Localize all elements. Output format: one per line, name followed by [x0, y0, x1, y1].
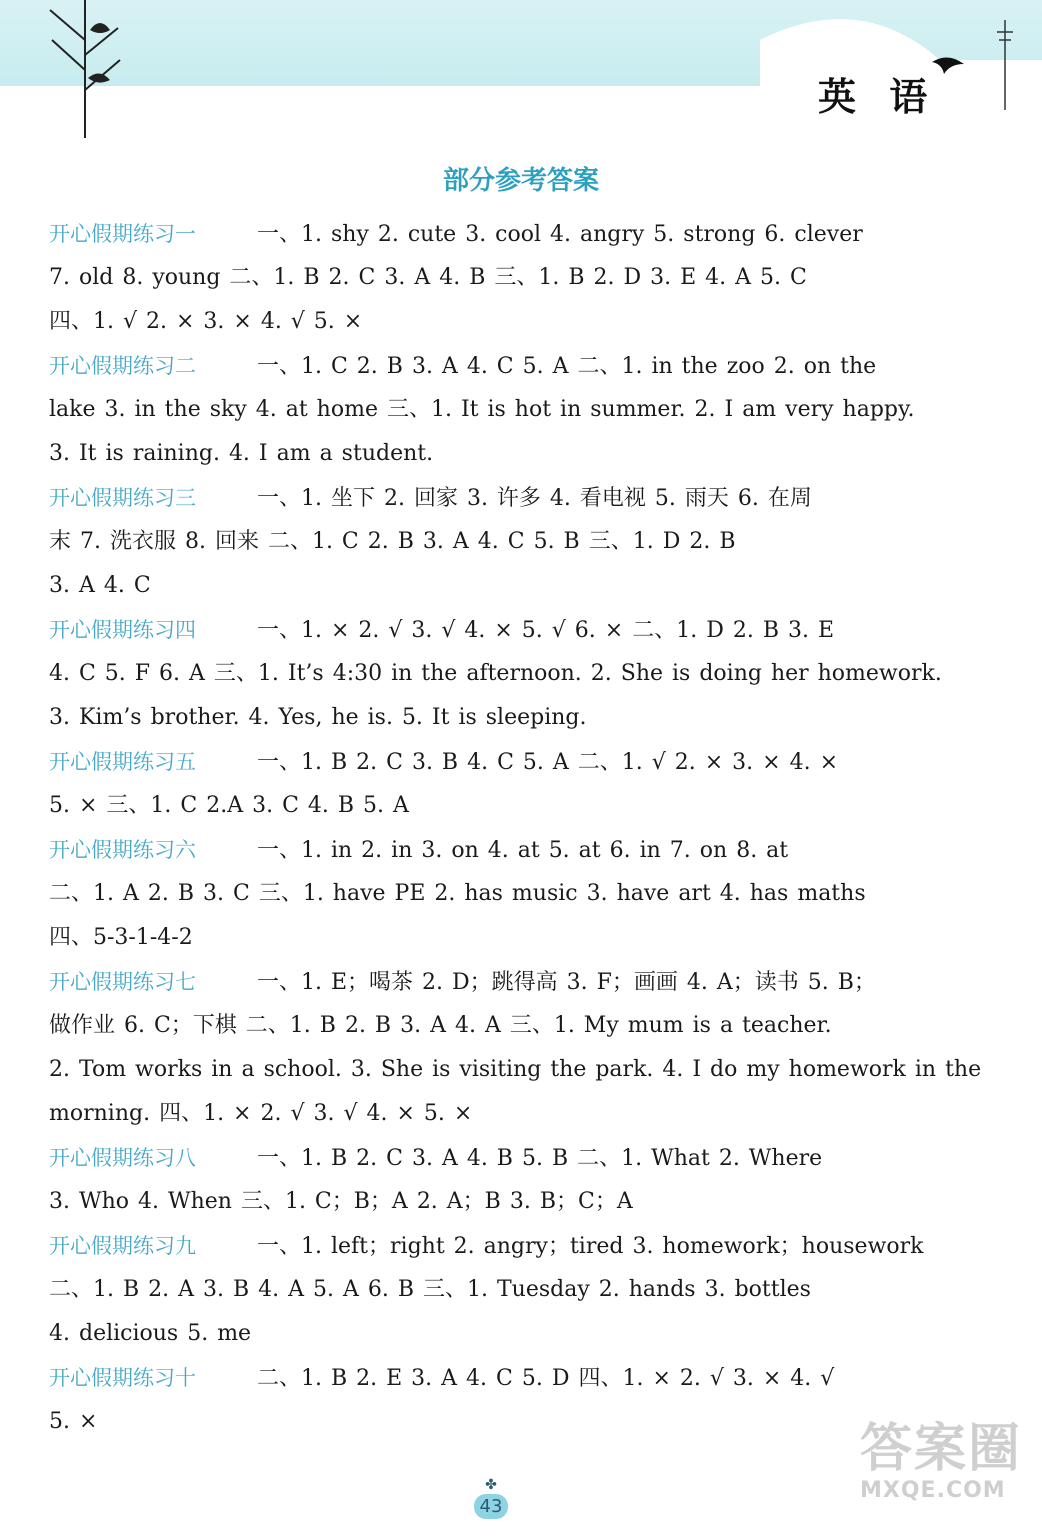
answer-text: 一、1. C 2. B 3. A 4. C 5. A 二、1. in the zoo 2. on the [257, 354, 877, 379]
watermark [860, 1420, 1030, 1530]
answer-line [49, 388, 939, 432]
answer-text: 一、1. E；喝茶 2. D；跳得高 3. F；画画 4. A；读书 5. B； [257, 970, 876, 995]
answer-text: 二、1. A 2. B 3. C 三、1. have PE 2. has music 3. have art 4. has maths [49, 881, 866, 906]
answer-line [49, 256, 939, 300]
answer-text: lake 3. in the sky 4. at home 三、1. It is hot in summer. 2. I am very happy. [49, 397, 915, 422]
answer-text: 一、1. B 2. C 3. B 4. C 5. A 二、1. √ 2. × 3. × 4. × [257, 750, 839, 775]
answer-line [49, 696, 939, 740]
answer-line [49, 520, 939, 564]
answer-line [49, 740, 939, 784]
answer-text: 5. × [49, 1409, 98, 1434]
answer-text: 3. It is raining. 4. I am a student. [49, 441, 434, 466]
page-title: 部分参考答案 [442, 166, 599, 196]
answer-line [49, 344, 939, 388]
section-heading: 开心假期练习三 [49, 486, 196, 510]
answer-line [49, 652, 942, 696]
section-heading: 开心假期练习十 [49, 1366, 196, 1390]
answer-line [49, 1048, 982, 1092]
answer-line [49, 564, 939, 608]
answer-text: 7. old 8. young 二、1. B 2. C 3. A 4. B 三、1. B 2. D 3. E 4. A 5. C [49, 265, 807, 290]
section-heading: 开心假期练习二 [49, 354, 196, 378]
answer-text: 一、1. shy 2. cute 3. cool 4. angry 5. strong 6. clever [257, 222, 863, 247]
answer-line [49, 828, 939, 872]
answer-text: 3. Kim’s brother. 4. Yes, he is. 5. It is sleeping. [49, 705, 587, 730]
answer-text: 做作业 6. C；下棋 二、1. B 2. B 3. A 4. A 三、1. My mum is a teacher. [49, 1013, 832, 1038]
answer-list [49, 212, 982, 1444]
answer-text: 一、1. left；right 2. angry；tired 3. homework；housework [257, 1234, 924, 1259]
section-heading: 开心假期练习八 [49, 1146, 196, 1170]
section-heading: 开心假期练习一 [49, 222, 196, 246]
section-heading: 开心假期练习九 [49, 1234, 196, 1258]
answer-text: 四、5-3-1-4-2 [49, 925, 193, 950]
answer-line [49, 916, 939, 960]
subject-label: 英 语 [818, 75, 938, 119]
answer-text: 二、1. B 2. E 3. A 4. C 5. D 四、1. × 2. √ 3. × 4. √ [257, 1366, 835, 1391]
answer-text: 四、1. √ 2. × 3. × 4. √ 5. × [49, 309, 363, 334]
answer-line [49, 872, 939, 916]
answer-line [49, 1092, 939, 1136]
answer-line [49, 432, 939, 476]
answer-text: 一、1. 坐下 2. 回家 3. 许多 4. 看电视 5. 雨天 6. 在周 [257, 486, 812, 511]
section-heading: 开心假期练习五 [49, 750, 196, 774]
answer-line [49, 608, 939, 652]
page-number [467, 1478, 515, 1526]
answer-text: 3. A 4. C [49, 573, 151, 598]
answer-line [49, 300, 939, 344]
answer-line [49, 1268, 939, 1312]
section-heading: 开心假期练习四 [49, 618, 196, 642]
watermark-url: MXQE.COM [860, 1478, 1006, 1503]
answer-text: 2. Tom works in a school. 3. She is visiting the park. 4. I do my homework in the [49, 1057, 982, 1082]
answer-line [49, 1400, 939, 1444]
answer-text: 一、1. B 2. C 3. A 4. B 5. B 二、1. What 2. Where [257, 1146, 823, 1171]
answer-line [49, 1312, 939, 1356]
answer-text: 3. Who 4. When 三、1. C；B；A 2. A；B 3. B；C；A [49, 1189, 633, 1214]
page-number-value: 43 [474, 1494, 509, 1519]
answer-line [49, 476, 939, 520]
answer-line [49, 1180, 939, 1224]
answer-line [49, 784, 939, 828]
tree-illustration-icon [40, 0, 160, 140]
answer-text: 4. C 5. F 6. A 三、1. It’s 4:30 in the afternoon. 2. She is doing her homework. [49, 661, 942, 686]
answer-text: 末 7. 洗衣服 8. 回来 二、1. C 2. B 3. A 4. C 5. B 三、1. D 2. B [49, 529, 736, 554]
answer-line [49, 1004, 939, 1048]
answer-text: 4. delicious 5. me [49, 1321, 252, 1346]
pole-icon [995, 20, 1015, 110]
answer-text: 一、1. in 2. in 3. on 4. at 5. at 6. in 7. on 8. at [257, 838, 789, 863]
answer-text: 5. × 三、1. C 2.A 3. C 4. B 5. A [49, 793, 409, 818]
answer-line [49, 960, 939, 1004]
section-heading: 开心假期练习六 [49, 838, 196, 862]
clover-icon: ✤ [485, 1477, 497, 1493]
answer-text: 二、1. B 2. A 3. B 4. A 5. A 6. B 三、1. Tuesday 2. hands 3. bottles [49, 1277, 811, 1302]
answer-text: morning. 四、1. × 2. √ 3. √ 4. × 5. × [49, 1101, 473, 1126]
answer-line [49, 212, 939, 256]
answer-line [49, 1356, 939, 1400]
answer-line [49, 1136, 939, 1180]
answer-text: 一、1. × 2. √ 3. √ 4. × 5. √ 6. × 二、1. D 2. B 3. E [257, 618, 835, 643]
answer-line [49, 1224, 939, 1268]
section-heading: 开心假期练习七 [49, 970, 196, 994]
watermark-logo-text: 答案圈 [860, 1419, 1023, 1479]
